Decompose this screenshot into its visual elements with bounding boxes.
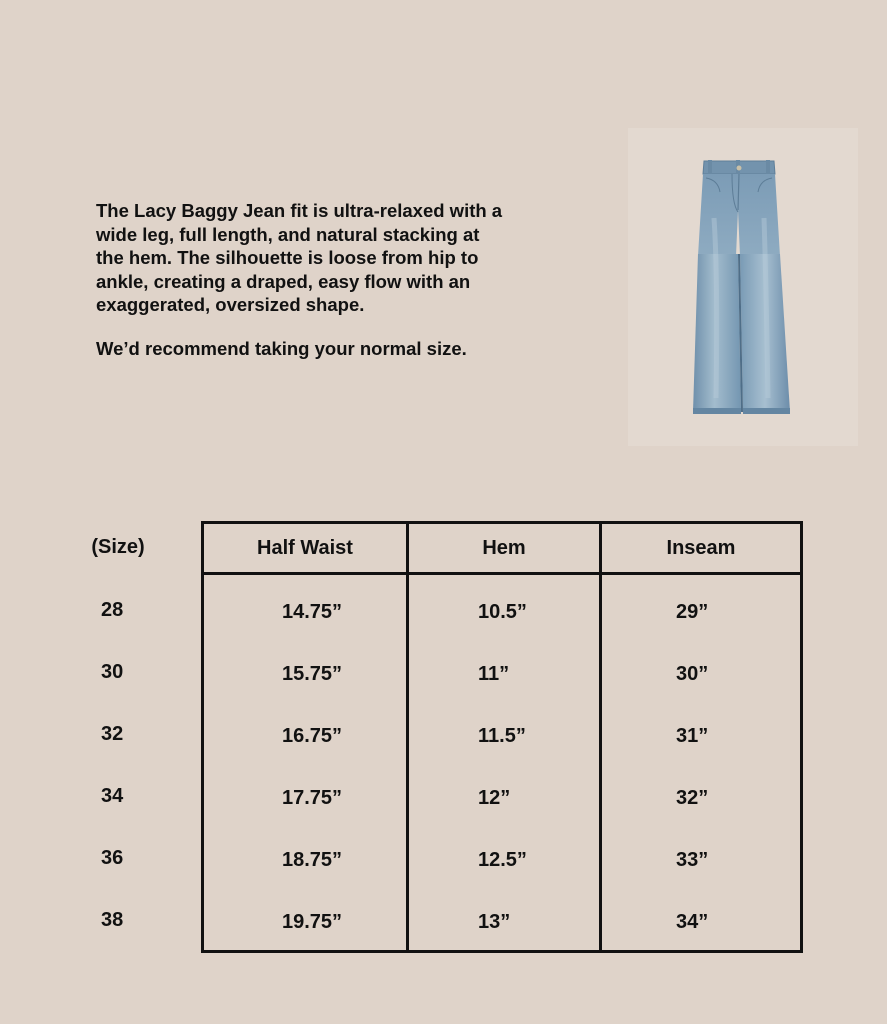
half-waist-header: Half Waist xyxy=(257,537,353,559)
size-cell: 34 xyxy=(101,785,124,807)
half-waist-cell: 16.75” xyxy=(282,725,343,747)
inseam-cell: 30” xyxy=(676,663,709,685)
hem-cell: 12.5” xyxy=(478,849,527,871)
fit-description-paragraph xyxy=(96,199,556,317)
size-cell: 28 xyxy=(101,599,124,621)
description-line: the hem. The silhouette is loose from hip to xyxy=(96,247,479,269)
half-waist-column xyxy=(282,581,342,953)
fit-description xyxy=(96,199,556,361)
inseam-cell: 29” xyxy=(676,601,709,623)
inseam-cell: 34” xyxy=(676,911,709,933)
description-line: ankle, creating a draped, easy flow with an xyxy=(96,270,471,292)
size-column-header: (Size) xyxy=(91,536,145,558)
product-photo xyxy=(628,128,858,446)
inseam-header: Inseam xyxy=(666,537,736,559)
hem-column xyxy=(478,581,527,953)
size-cell: 30 xyxy=(101,661,124,683)
inseam-cell: 32” xyxy=(676,787,709,809)
half-waist-cell: 17.75” xyxy=(282,787,343,809)
hem-cell: 10.5” xyxy=(478,601,527,623)
size-recommendation: We’d recommend taking your normal size. xyxy=(96,337,467,359)
column-divider xyxy=(599,524,602,950)
size-column xyxy=(70,522,166,951)
baggy-jeans-icon xyxy=(628,128,858,446)
size-cell: 36 xyxy=(101,847,124,869)
header-divider xyxy=(204,572,800,575)
size-chart-table xyxy=(201,521,803,953)
inseam-cell: 31” xyxy=(676,725,709,747)
hem-cell: 11” xyxy=(478,663,510,685)
size-cell: 38 xyxy=(101,909,124,931)
half-waist-cell: 14.75” xyxy=(282,601,343,623)
half-waist-cell: 18.75” xyxy=(282,849,343,871)
inseam-column xyxy=(676,581,708,953)
hem-cell: 13” xyxy=(478,911,511,933)
size-cell: 32 xyxy=(101,723,124,745)
description-line: wide leg, full length, and natural stacking at xyxy=(96,223,480,245)
half-waist-cell: 15.75” xyxy=(282,663,343,685)
hem-cell: 12” xyxy=(478,787,511,809)
column-divider xyxy=(406,524,409,950)
half-waist-cell: 19.75” xyxy=(282,911,343,933)
hem-cell: 11.5” xyxy=(478,725,526,747)
hem-header: Hem xyxy=(482,537,526,559)
description-line: The Lacy Baggy Jean fit is ultra-relaxed with a xyxy=(96,200,503,221)
inseam-cell: 33” xyxy=(676,849,709,871)
description-line: exaggerated, oversized shape. xyxy=(96,294,365,316)
